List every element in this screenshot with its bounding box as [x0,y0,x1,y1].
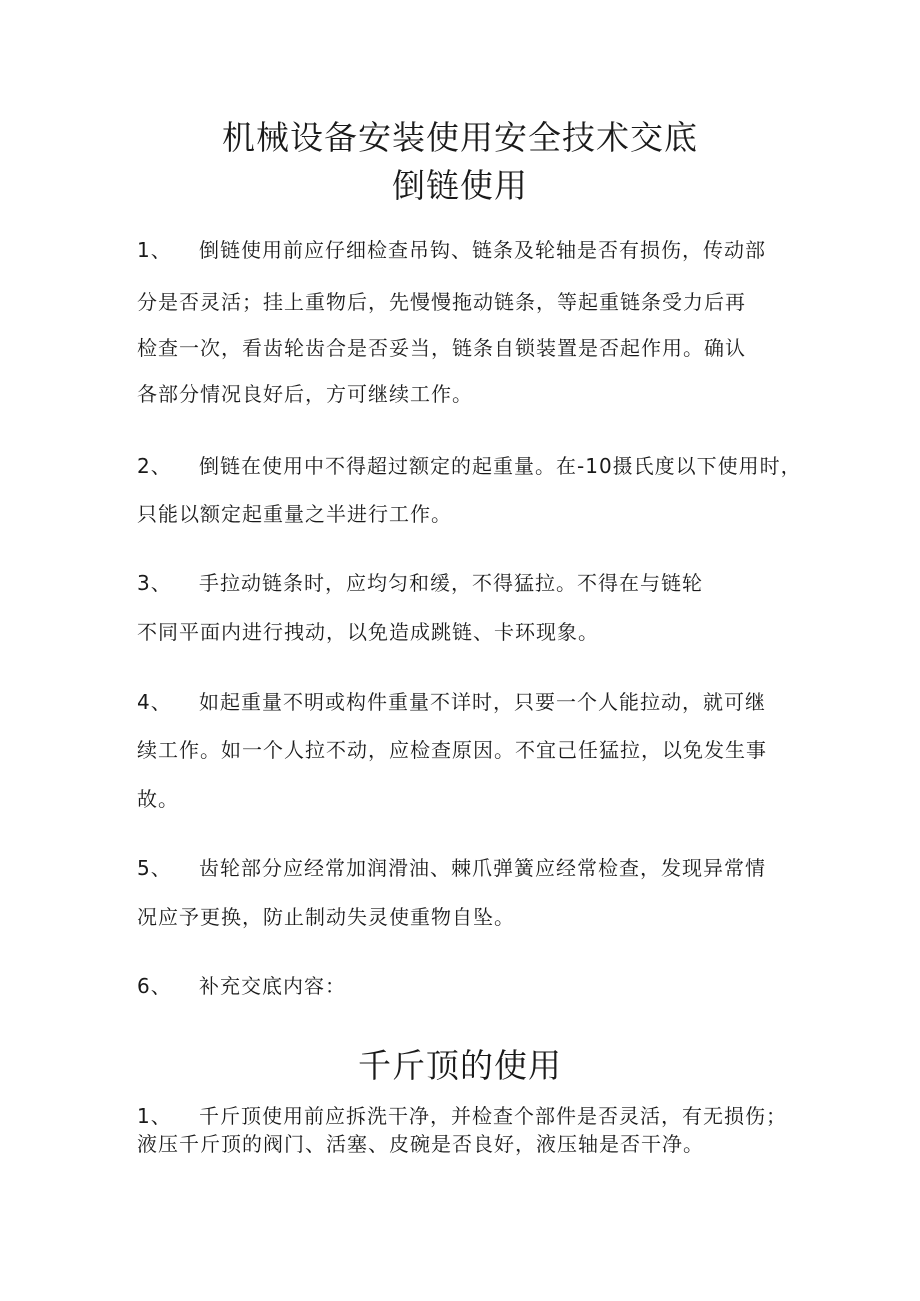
paragraph-3-line-1 [137,569,703,597]
paragraph-2-line-1 [137,452,802,480]
paragraph-4-line-3: 故。 [137,787,179,811]
paragraph-5-line-1 [137,854,766,882]
paragraph-text: 如起重量不明或构件重量不详时，只要一个人能拉动，就可继 [199,690,766,714]
paragraph-number: 5、 [137,856,172,880]
paragraph-1-line-1 [137,236,766,264]
section-title-jack: 千斤顶的使用 [358,1046,562,1085]
paragraph-4-line-1 [137,688,766,716]
paragraph-number: 2、 [137,454,172,478]
paragraph-number: 1、 [137,238,172,262]
paragraph-text: 齿轮部分应经常加润滑油、棘爪弹簧应经常检查，发现异常情 [199,856,766,880]
paragraph-1-line-4: 各部分情况良好后，方可继续工作。 [137,382,473,406]
paragraph-1-line-3: 检查一次，看齿轮齿合是否妥当，链条自锁装置是否起作用。确认 [137,336,746,360]
document-subtitle: 倒链使用 [392,166,528,205]
paragraph-number: 6、 [137,974,172,998]
paragraph-number: 1、 [137,1104,172,1128]
paragraph-number: 4、 [137,690,172,714]
paragraph-4-line-2: 续工作。如一个人拉不动，应检查原因。不宜己任猛拉，以免发生事 [137,738,767,762]
paragraph-5-line-2: 况应予更换，防止制动失灵使重物自坠。 [137,905,515,929]
paragraph-text: 补充交底内容： [199,974,346,998]
paragraph-3-line-2: 不同平面内进行拽动，以免造成跳链、卡环现象。 [137,620,599,644]
jack-paragraph-1-line-1 [137,1102,787,1130]
paragraph-number: 3、 [137,571,172,595]
paragraph-text: 倒链在使用中不得超过额定的起重量。在-10摄氏度以下使用时， [199,454,802,478]
paragraph-text: 手拉动链条时，应均匀和缓，不得猛拉。不得在与链轮 [199,571,703,595]
jack-paragraph-1-line-2: 液压千斤顶的阀门、活塞、皮碗是否良好，液压轴是否干净。 [137,1132,704,1156]
document-title: 机械设备安装使用安全技术交底 [222,118,698,157]
paragraph-2-line-2: 只能以额定起重量之半进行工作。 [137,502,452,526]
paragraph-6-line-1 [137,972,346,1000]
paragraph-text: 倒链使用前应仔细检查吊钩、链条及轮轴是否有损伤，传动部 [199,238,766,262]
paragraph-text: 千斤顶使用前应拆洗干净，并检查个部件是否灵活，有无损伤； [199,1104,787,1128]
paragraph-1-line-2: 分是否灵活；挂上重物后，先慢慢拖动链条，等起重链条受力后再 [137,290,746,314]
